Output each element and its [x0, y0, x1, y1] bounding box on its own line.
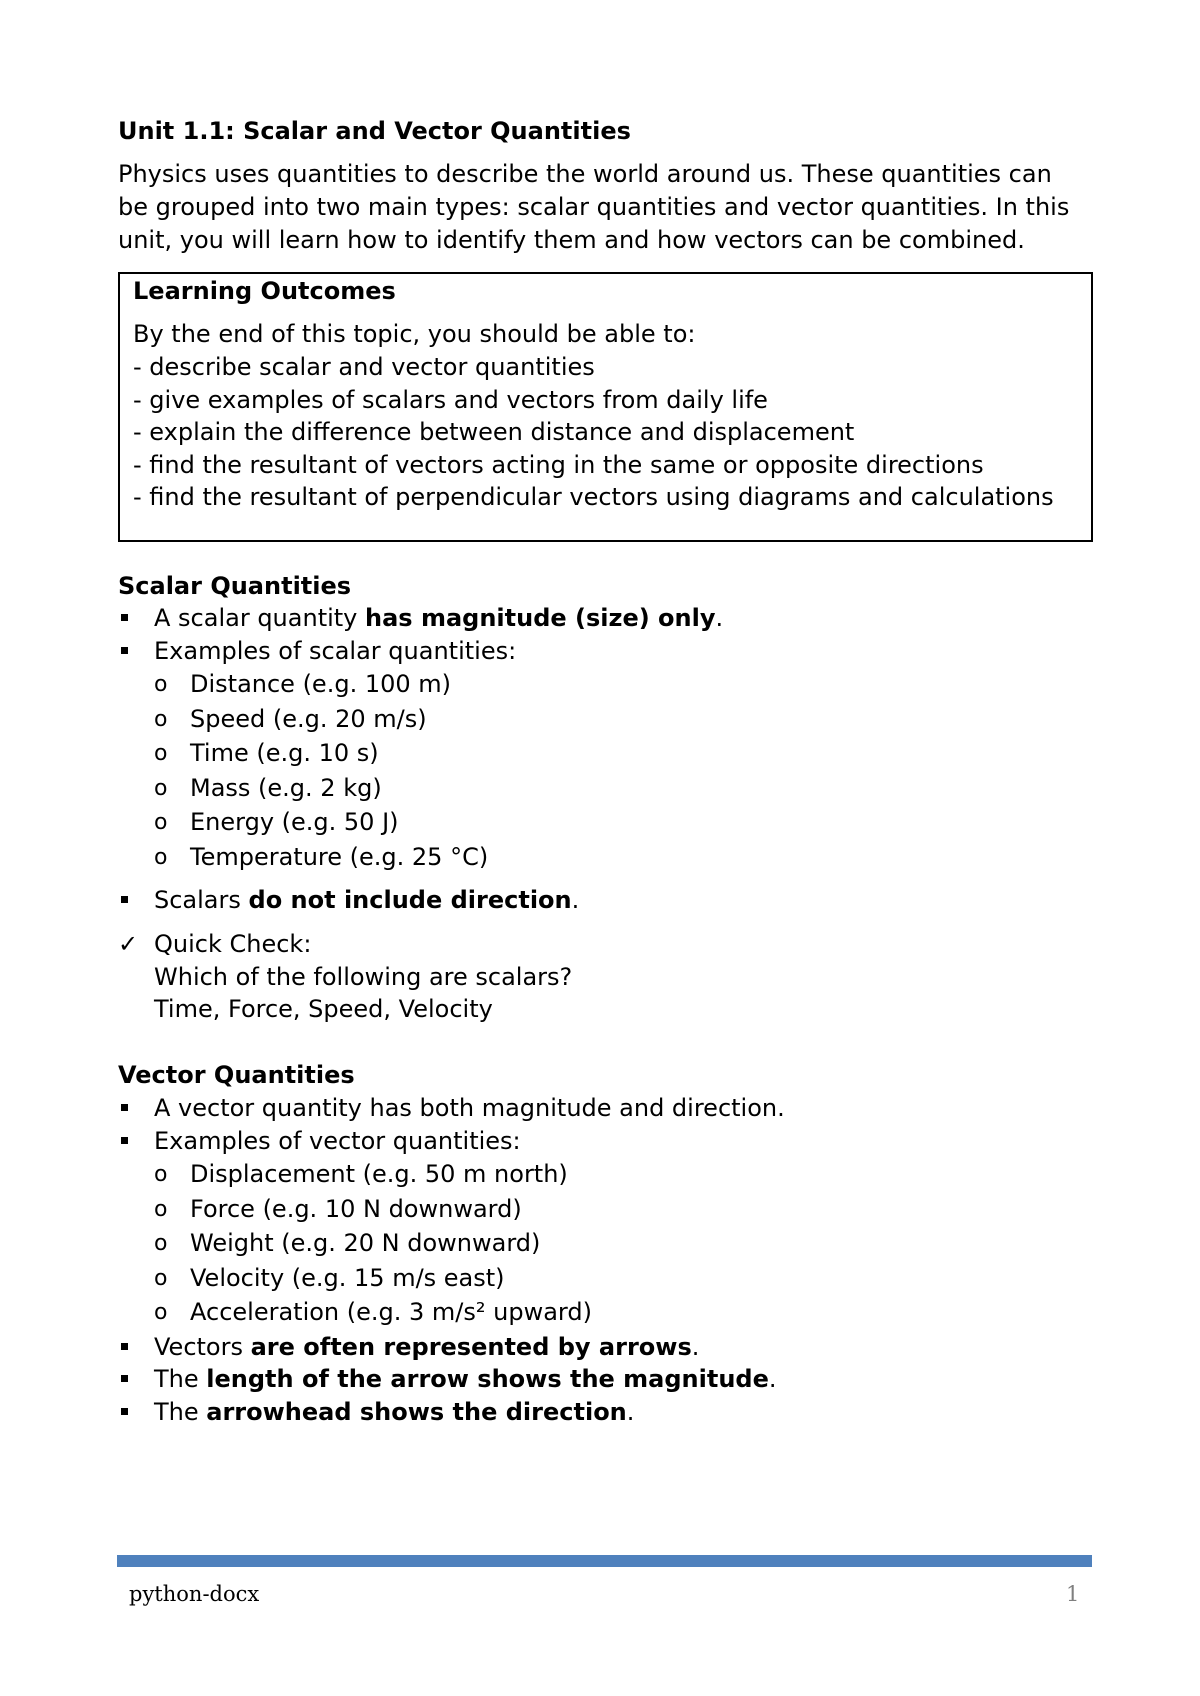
intro-line: be grouped into two main types: scalar quantities and vector quantities. In this: [118, 193, 1070, 221]
learning-outcomes-box: [118, 272, 1093, 542]
vector-bullet-arrows: Vectors are often represented by arrows.: [154, 1333, 700, 1361]
square-bullet-icon: [121, 1375, 128, 1382]
intro-line: Physics uses quantities to describe the world around us. These quantities can: [118, 160, 1052, 188]
vector-example-item: Force (e.g. 10 N downward): [190, 1195, 522, 1223]
square-bullet-icon: [121, 1343, 128, 1350]
scalar-heading: Scalar Quantities: [118, 572, 352, 600]
square-bullet-icon: [121, 647, 128, 654]
learning-outcome-item: - explain the difference between distance and displacement: [133, 418, 855, 446]
footer-text: python-docx: [129, 1582, 260, 1606]
quick-check-label: Quick Check:: [154, 930, 312, 958]
quick-check-question: Which of the following are scalars?: [154, 963, 573, 991]
learning-outcome-item: - find the resultant of vectors acting in the same or opposite directions: [133, 451, 984, 479]
circle-bullet-icon: o: [154, 1197, 168, 1222]
square-bullet-icon: [121, 1408, 128, 1415]
checkmark-icon: ✓: [118, 930, 139, 958]
circle-bullet-icon: o: [154, 741, 168, 766]
learning-outcomes-heading: Learning Outcomes: [133, 277, 396, 305]
learning-outcome-item: - find the resultant of perpendicular vectors using diagrams and calculations: [133, 483, 1054, 511]
learning-outcome-item: - describe scalar and vector quantities: [133, 353, 595, 381]
scalar-bullet-examples: Examples of scalar quantities:: [154, 637, 517, 665]
learning-outcome-item: - give examples of scalars and vectors from daily life: [133, 386, 768, 414]
vector-example-item: Weight (e.g. 20 N downward): [190, 1229, 541, 1257]
intro-paragraph: [118, 158, 1093, 257]
page-number: 1: [1066, 1582, 1080, 1606]
square-bullet-icon: [121, 614, 128, 621]
scalar-example-item: Speed (e.g. 20 m/s): [190, 705, 427, 733]
circle-bullet-icon: o: [154, 810, 168, 835]
scalar-bullet-definition: A scalar quantity has magnitude (size) only.: [154, 604, 724, 632]
circle-bullet-icon: o: [154, 845, 168, 870]
vector-bullet-examples: Examples of vector quantities:: [154, 1127, 521, 1155]
square-bullet-icon: [121, 1137, 128, 1144]
scalar-example-item: Temperature (e.g. 25 °C): [190, 843, 489, 871]
scalar-example-item: Mass (e.g. 2 kg): [190, 774, 382, 802]
vector-example-item: Velocity (e.g. 15 m/s east): [190, 1264, 505, 1292]
scalar-example-item: Time (e.g. 10 s): [190, 739, 379, 767]
square-bullet-icon: [121, 896, 128, 903]
vector-bullet-arrowhead: The arrowhead shows the direction.: [154, 1398, 635, 1426]
unit-title: Unit 1.1: Scalar and Vector Quantities: [118, 117, 631, 145]
scalar-bullet-direction: Scalars do not include direction.: [154, 886, 580, 914]
vector-bullet-definition: A vector quantity has both magnitude and direction.: [154, 1094, 785, 1122]
circle-bullet-icon: o: [154, 776, 168, 801]
circle-bullet-icon: o: [154, 707, 168, 732]
circle-bullet-icon: o: [154, 1266, 168, 1291]
vector-heading: Vector Quantities: [118, 1061, 355, 1089]
vector-example-item: Displacement (e.g. 50 m north): [190, 1160, 568, 1188]
learning-outcomes-intro: By the end of this topic, you should be able to:: [133, 320, 696, 348]
scalar-example-item: Distance (e.g. 100 m): [190, 670, 451, 698]
footer-rule: [117, 1555, 1092, 1567]
quick-check-options: Time, Force, Speed, Velocity: [154, 995, 493, 1023]
vector-example-item: Acceleration (e.g. 3 m/s² upward): [190, 1298, 592, 1326]
circle-bullet-icon: o: [154, 1300, 168, 1325]
circle-bullet-icon: o: [154, 1231, 168, 1256]
circle-bullet-icon: o: [154, 672, 168, 697]
vector-bullet-length: The length of the arrow shows the magnitude.: [154, 1365, 777, 1393]
intro-line: unit, you will learn how to identify them and how vectors can be combined.: [118, 226, 1025, 254]
square-bullet-icon: [121, 1104, 128, 1111]
circle-bullet-icon: o: [154, 1162, 168, 1187]
scalar-example-item: Energy (e.g. 50 J): [190, 808, 399, 836]
